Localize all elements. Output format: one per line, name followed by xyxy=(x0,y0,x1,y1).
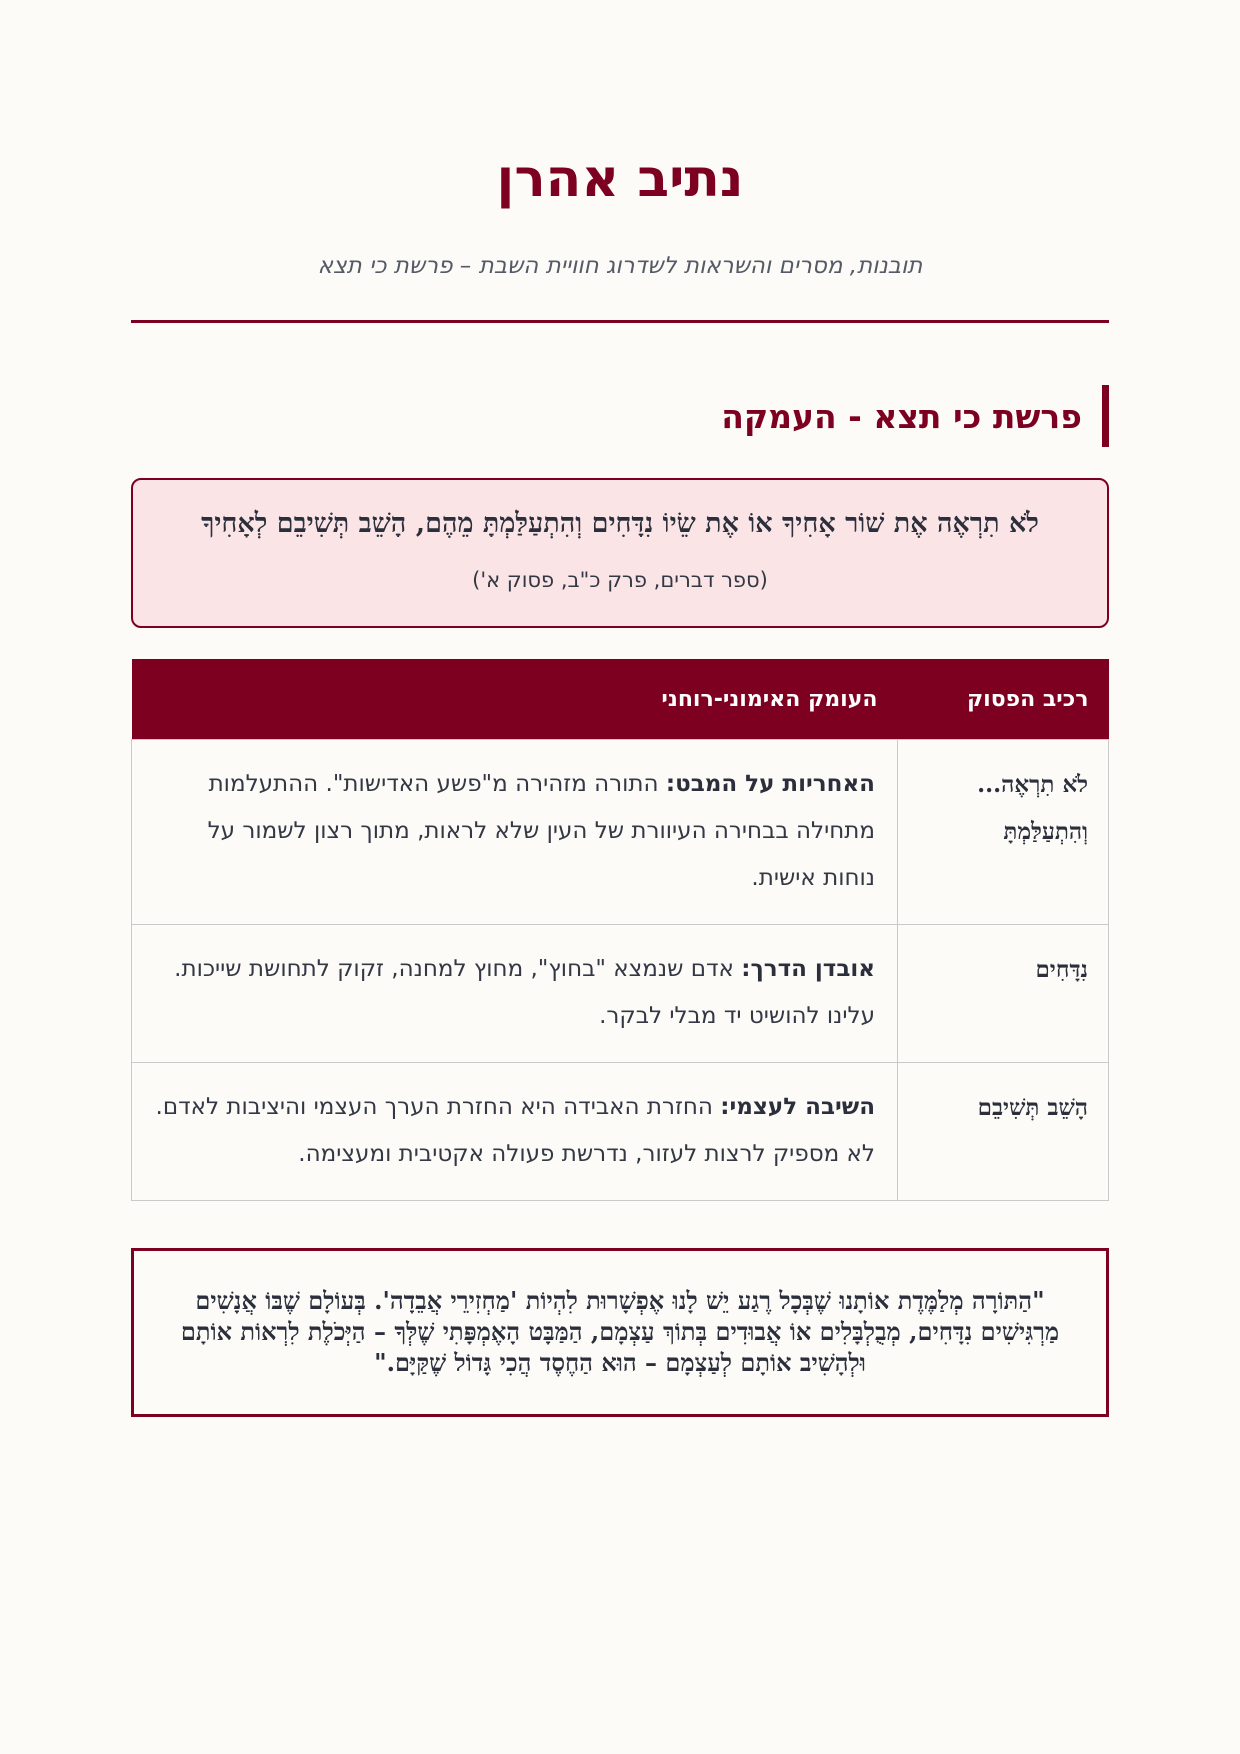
section-heading: פרשת כי תצא - העמקה xyxy=(131,385,1109,447)
header-depth: העומק האימוני-רוחני xyxy=(132,659,898,740)
verse-text: לֹא תִרְאֶה אֶת שׁוֹר אָחִיךָ אוֹ אֶת שֵׂיוֹ נִדָּחִים וְהִתְעַלַּמְתָּ מֵהֶם, הָשֵׁב תְּשִׁיבֵם לְאָחִיךָ xyxy=(201,508,1039,539)
row-component: הָשֵׁב תְּשִׁיבֵם xyxy=(898,1063,1109,1201)
row-explanation xyxy=(132,925,898,1063)
row-text: אדם שנמצא "בחוץ", מחוץ למחנה, זקוק לתחושת שייכות. עלינו להושיט יד מבלי לבקר. xyxy=(174,956,875,1029)
analysis-table xyxy=(131,659,1109,1201)
row-lead: אובדן הדרך: xyxy=(741,956,875,982)
table-row xyxy=(132,740,1109,925)
table-header-row xyxy=(132,659,1109,740)
header-component: רכיב הפסוק xyxy=(898,659,1109,740)
document-page xyxy=(131,0,1109,1417)
row-lead: האחריות על המבט: xyxy=(665,771,875,797)
verse-callout xyxy=(131,478,1109,628)
table-row xyxy=(132,1063,1109,1201)
page-title: נתיב אהרן xyxy=(496,149,744,209)
closing-quote-text: "הַתּוֹרָה מְלַמֶּדֶת אוֹתָנוּ שֶׁבְּכָל רֶגַע יֵשׁ לָנוּ אֶפְשָׁרוּת לִהְיוֹת 'מַחְזִירֵי אֲבֵדָה'. בְּעוֹלָם שֶׁבּוֹ אֲנָשִׁים מַרְגִּישִׁים נִדָּחִים, מְבֻלְבָּלִים אוֹ אֲבוּדִים בְּתוֹךְ עַצְמָם, הַמַּבָּט הָאֶמְפָּתִי שֶׁלְּךָ – הַיְּכֹלֶת לִרְאוֹת אוֹתָם וּלְהָשִׁיב אוֹתָם לְעַצְמָם – הוּא הַחֶסֶד הֲכִי גָּדוֹל שֶׁקַּיָּם." xyxy=(180,1286,1060,1377)
table-row xyxy=(132,925,1109,1063)
row-text: החזרת האבידה היא החזרת הערך העצמי והיציבות לאדם. לא מספיק לרצות לעזור, נדרשת פעולה אקטיבית ומעצימה. xyxy=(155,1094,875,1167)
title-divider xyxy=(131,320,1109,323)
closing-quote-box xyxy=(131,1248,1109,1417)
row-component: לֹא תִרְאֶה... וְהִתְעַלַּמְתָּ xyxy=(898,740,1109,925)
row-explanation xyxy=(132,740,898,925)
row-component: נִדָּחִים xyxy=(898,925,1109,1063)
row-lead: השיבה לעצמי: xyxy=(720,1094,875,1120)
row-text: התורה מזהירה מ"פשע האדישות". ההתעלמות מתחילה בבחירה העיוורת של העין שלא לראות, מתוך רצון לשמור על נוחות אישית. xyxy=(207,771,875,891)
page-subtitle: תובנות, מסרים והשראות לשדרוג חוויית השבת – פרשת כי תצא xyxy=(317,253,923,279)
row-explanation xyxy=(132,1063,898,1201)
verse-source: (ספר דברים, פרק כ"ב, פסוק א') xyxy=(472,568,768,592)
